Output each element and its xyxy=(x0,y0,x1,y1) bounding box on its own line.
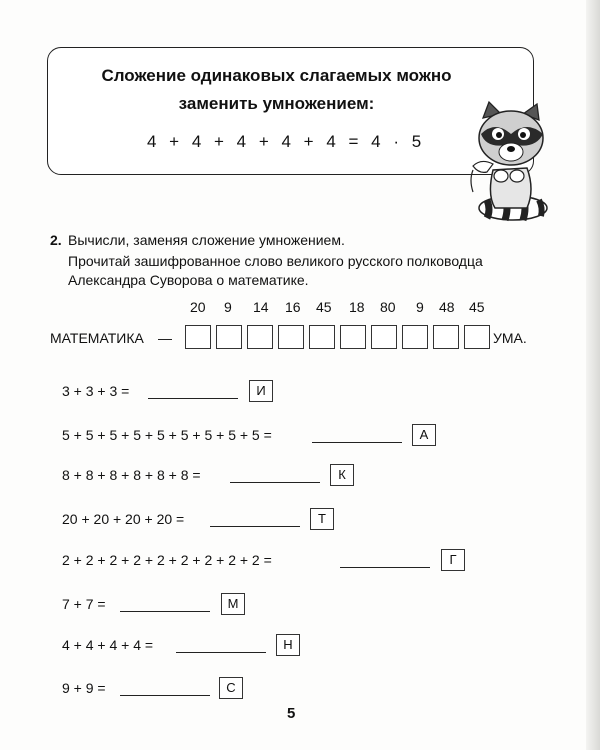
rule-formula: 4 + 4 + 4 + 4 + 4 = 4 · 5 xyxy=(147,132,422,151)
letter-box: Т xyxy=(310,508,334,530)
code-number: 80 xyxy=(380,299,396,315)
task-instruction: Вычисли, заменяя сложение умножением. xyxy=(68,232,345,248)
answer-letter-box[interactable] xyxy=(402,325,428,349)
answer-letter-box[interactable] xyxy=(433,325,459,349)
answer-line[interactable] xyxy=(120,695,210,696)
answer-letter-box[interactable] xyxy=(309,325,335,349)
answer-line[interactable] xyxy=(210,526,300,527)
letter-box: Н xyxy=(276,634,300,656)
answer-letter-box[interactable] xyxy=(185,325,211,349)
exercise-expression: 2 + 2 + 2 + 2 + 2 + 2 + 2 + 2 + 2 = xyxy=(62,552,272,568)
task-number: 2. xyxy=(50,232,62,248)
answer-line[interactable] xyxy=(230,482,320,483)
page-number: 5 xyxy=(287,705,296,722)
exercise-expression: 5 + 5 + 5 + 5 + 5 + 5 + 5 + 5 + 5 = xyxy=(62,427,272,443)
word-ending: УМА. xyxy=(493,330,527,346)
code-number: 45 xyxy=(316,299,332,315)
code-number: 16 xyxy=(285,299,301,315)
code-number: 14 xyxy=(253,299,269,315)
letter-box: К xyxy=(330,464,354,486)
code-number: 9 xyxy=(416,299,424,315)
answer-letter-box[interactable] xyxy=(216,325,242,349)
exercise-expression: 9 + 9 = xyxy=(62,680,106,696)
rule-line-2: заменить умножением: xyxy=(178,94,375,113)
rule-line-1: Сложение одинаковых слагаемых можно xyxy=(101,66,452,85)
exercise-expression: 3 + 3 + 3 = xyxy=(62,383,130,399)
raccoon-illustration xyxy=(465,100,555,225)
exercise-expression: 20 + 20 + 20 + 20 = xyxy=(62,511,185,527)
exercise-expression: 7 + 7 = xyxy=(62,596,106,612)
answer-line[interactable] xyxy=(312,442,402,443)
task-subtext: Прочитай зашифрованное слово великого русского полководца Александра Суворова о математике. xyxy=(68,253,483,288)
answer-line[interactable] xyxy=(120,611,210,612)
code-number: 45 xyxy=(469,299,485,315)
answer-letter-box[interactable] xyxy=(464,325,490,349)
exercise-expression: 4 + 4 + 4 + 4 = xyxy=(62,637,154,653)
answer-line[interactable] xyxy=(176,652,266,653)
exercise-expression: 8 + 8 + 8 + 8 + 8 + 8 = xyxy=(62,467,201,483)
code-number: 18 xyxy=(349,299,365,315)
word-label: МАТЕМАТИКА xyxy=(50,330,144,346)
answer-letter-box[interactable] xyxy=(340,325,366,349)
letter-box: Г xyxy=(441,549,465,571)
letter-box: С xyxy=(219,677,243,699)
answer-letter-box[interactable] xyxy=(247,325,273,349)
word-dash: — xyxy=(158,330,172,346)
code-number: 20 xyxy=(190,299,206,315)
rule-box xyxy=(47,47,534,175)
letter-box: И xyxy=(249,380,273,402)
answer-letter-box[interactable] xyxy=(278,325,304,349)
letter-box: М xyxy=(221,593,245,615)
answer-line[interactable] xyxy=(340,567,430,568)
code-number: 9 xyxy=(224,299,232,315)
answer-line[interactable] xyxy=(148,398,238,399)
letter-box: А xyxy=(412,424,436,446)
answer-letter-box[interactable] xyxy=(371,325,397,349)
page-edge xyxy=(586,0,600,750)
code-number: 48 xyxy=(439,299,455,315)
